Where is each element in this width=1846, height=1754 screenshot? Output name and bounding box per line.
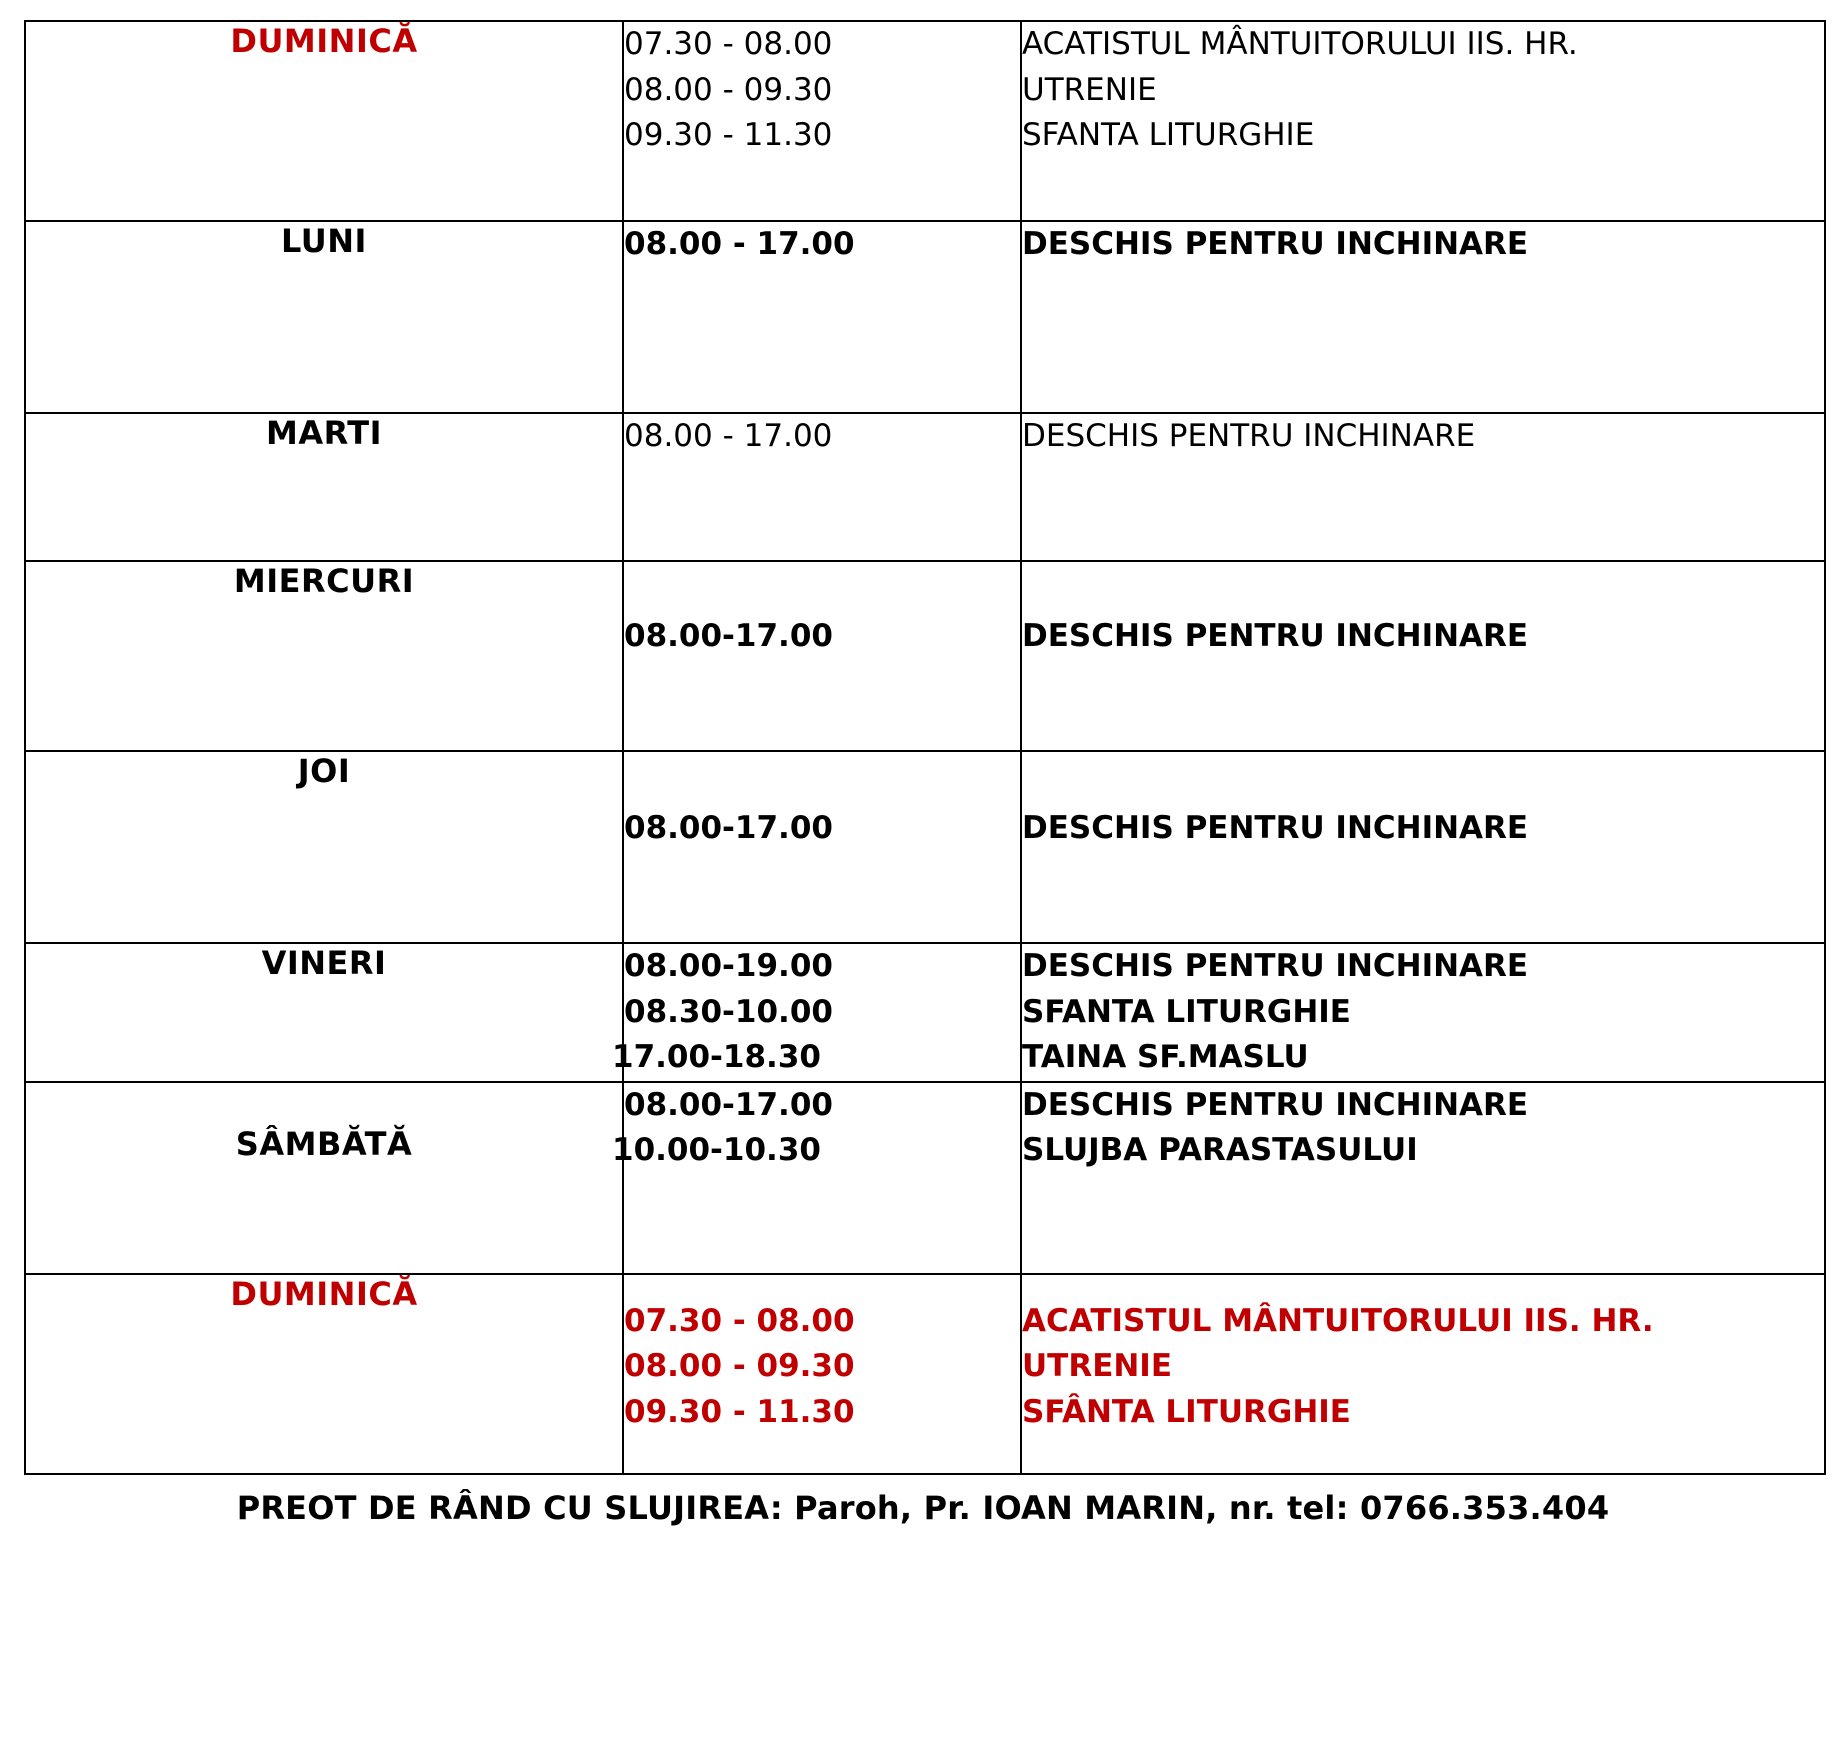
day-cell xyxy=(25,561,623,751)
description-line: DESCHIS PENTRU INCHINARE xyxy=(1022,618,1529,654)
time-line: 09.30 - 11.30 xyxy=(624,117,833,154)
day-label: SÂMBĂTĂ xyxy=(235,1124,413,1163)
description-cell xyxy=(1021,943,1825,1082)
day-label: VINERI xyxy=(261,944,387,982)
time-line: 08.00 - 09.30 xyxy=(624,1348,855,1385)
description-cell xyxy=(1021,221,1825,413)
time-line: 10.00-10.30 xyxy=(612,1132,821,1169)
time-cell xyxy=(623,1274,1021,1474)
description-line: SFANTA LITURGHIE xyxy=(1022,993,1351,1030)
description-line: DESCHIS PENTRU INCHINARE xyxy=(1022,226,1529,262)
description-line: SLUJBA PARASTASULUI xyxy=(1022,1132,1418,1169)
time-cell xyxy=(623,221,1021,413)
description-line: DESCHIS PENTRU INCHINARE xyxy=(1022,948,1529,984)
description-cell xyxy=(1021,21,1825,221)
day-label: MIERCURI xyxy=(233,562,415,600)
table-row xyxy=(25,1082,1825,1274)
liturgical-schedule-table xyxy=(24,20,1826,1475)
description-line: UTRENIE xyxy=(1022,71,1157,108)
time-line: 08.00-17.00 xyxy=(624,618,833,654)
time-line: 08.30-10.00 xyxy=(624,993,833,1030)
table-row xyxy=(25,221,1825,413)
time-line: 08.00 - 17.00 xyxy=(624,226,855,262)
time-cell xyxy=(623,751,1021,943)
time-line: 09.30 - 11.30 xyxy=(624,1393,855,1430)
table-row xyxy=(25,413,1825,561)
day-label: DUMINICĂ xyxy=(230,22,418,60)
time-line: 08.00-17.00 xyxy=(624,1086,833,1123)
time-line: 07.30 - 08.00 xyxy=(624,1302,855,1339)
time-cell xyxy=(612,943,1021,1082)
description-line: SFÂNTA LITURGHIE xyxy=(1022,1393,1351,1430)
description-line: UTRENIE xyxy=(1022,1348,1173,1385)
footer-note: PREOT DE RÂND CU SLUJIREA: Paroh, Pr. IOAN MARIN, nr. tel: 0766.353.404 xyxy=(236,1488,1610,1527)
description-line: TAINA SF.MASLU xyxy=(1022,1039,1309,1076)
day-label: DUMINICĂ xyxy=(230,1274,418,1313)
description-line: DESCHIS PENTRU INCHINARE xyxy=(1022,1086,1529,1123)
day-cell xyxy=(25,21,623,221)
description-line: DESCHIS PENTRU INCHINARE xyxy=(1022,810,1529,846)
description-cell xyxy=(1021,561,1825,751)
table-row xyxy=(25,751,1825,943)
time-cell xyxy=(623,21,1021,221)
day-cell xyxy=(25,1082,623,1274)
time-cell xyxy=(623,561,1021,751)
day-cell xyxy=(25,751,623,943)
day-cell xyxy=(25,1274,623,1474)
time-line: 08.00 - 17.00 xyxy=(624,418,833,454)
time-line: 07.30 - 08.00 xyxy=(624,26,833,62)
time-cell xyxy=(623,413,1021,561)
day-cell xyxy=(25,943,623,1082)
table-row xyxy=(25,21,1825,221)
time-line: 08.00-17.00 xyxy=(624,810,833,846)
description-cell xyxy=(1021,1274,1825,1474)
time-cell xyxy=(612,1082,1021,1274)
day-label: MARTI xyxy=(265,414,383,452)
description-line: ACATISTUL MÂNTUITORULUI IIS. HR. xyxy=(1022,26,1578,62)
description-line: ACATISTUL MÂNTUITORULUI IIS. HR. xyxy=(1022,1302,1654,1339)
time-line: 08.00-19.00 xyxy=(624,948,833,984)
description-cell xyxy=(1021,1082,1825,1274)
table-row xyxy=(25,561,1825,751)
day-cell xyxy=(25,221,623,413)
day-cell xyxy=(25,413,623,561)
time-line: 08.00 - 09.30 xyxy=(624,71,833,108)
table-row xyxy=(25,943,1825,1082)
schedule-table-body xyxy=(25,21,1825,1474)
description-line: DESCHIS PENTRU INCHINARE xyxy=(1022,418,1476,454)
day-label: JOI xyxy=(297,752,351,790)
table-row xyxy=(25,1274,1825,1474)
description-cell xyxy=(1021,751,1825,943)
description-cell xyxy=(1021,413,1825,561)
day-label: LUNI xyxy=(281,222,367,260)
description-line: SFANTA LITURGHIE xyxy=(1022,117,1315,154)
time-line: 17.00-18.30 xyxy=(612,1039,821,1076)
